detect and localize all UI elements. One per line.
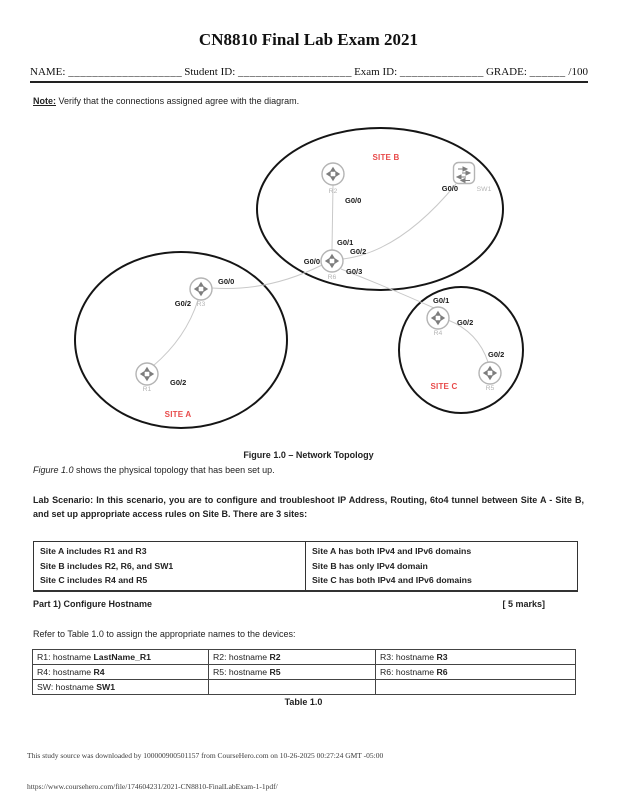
hostname-cell-r3: R3: hostname R3 [376,650,576,665]
switch-sw1-icon [454,163,475,184]
exam-id-field: Exam ID: ______________ [354,66,484,78]
site-a-domains: Site A has both IPv4 and IPv6 domains [312,546,472,556]
table-row [33,650,576,665]
site-c-boundary [399,287,523,413]
page-title: CN8810 Final Lab Exam 2021 [198,30,419,49]
part1-instruction: Refer to Table 1.0 to assign the appropriate names to the devices: [33,629,296,639]
device-label-sw1: SW1 [476,186,492,193]
table-caption: Table 1.0 [284,697,323,707]
sites-table-right-column [306,542,577,590]
part1-marks: [ 5 marks] [502,599,545,609]
site-a-boundary [75,252,287,428]
figure-ref: Figure 1.0 [33,465,74,475]
router-r5-icon [479,362,501,384]
hostname-cell-empty-1 [209,680,376,695]
sites-summary-table [33,541,578,592]
if-label-r4-g02: G0/2 [457,318,474,327]
part1-heading: Part 1) Configure Hostname [33,599,153,609]
sites-table-left-column [34,542,306,590]
device-label-r4: R4 [433,330,443,337]
if-label-r6-g01: G0/1 [337,238,354,247]
coursehero-url: https://www.coursehero.com/file/174604231/2021-CN8810-FinalLabExam-1-1pdf/ [27,782,278,791]
network-topology-diagram [0,125,617,440]
table-row [33,665,576,680]
router-r4-icon [427,307,449,329]
router-r1-icon [136,363,158,385]
if-label-r1-g02: G0/2 [170,378,187,387]
router-r3-icon [190,278,212,300]
if-label-r5-g02: G0/2 [488,350,505,359]
note-text: Verify that the connections assigned agree with the diagram. [56,96,300,106]
site-c-label: SITE C [430,382,458,391]
if-label-r6-g00: G0/0 [303,257,320,266]
hostname-cell-r1: R1: hostname LastName_R1 [33,650,209,665]
if-label-r3-g00: G0/0 [218,277,235,286]
note-label: Note: [33,96,56,106]
figure-description: Figure 1.0 shows the physical topology that has been set up. [33,465,275,475]
device-label-r2: R2 [328,188,338,195]
router-r6-icon [321,250,343,272]
hostname-cell-empty-2 [376,680,576,695]
site-c-members: Site C includes R4 and R5 [40,575,148,585]
hostname-cell-r5: R5: hostname R5 [209,665,376,680]
coursehero-attribution: This study source was downloaded by 100000900501157 from CourseHero.com on 10-26-2025 00:27:24 GMT -05:00 [27,751,384,760]
device-label-r6: R6 [327,274,337,281]
site-a-members: Site A includes R1 and R3 [40,546,147,556]
if-label-r6-g03: G0/3 [346,267,363,276]
site-b-members: Site B includes R2, R6, and SW1 [40,560,174,571]
if-label-r4-g01: G0/1 [433,296,450,305]
figure-caption: Figure 1.0 – Network Topology [243,450,374,460]
hostname-cell-r2: R2: hostname R2 [209,650,376,665]
if-label-r2-g00: G0/0 [345,196,362,205]
router-r2-icon [322,163,344,185]
if-label-r6-g02: G0/2 [350,247,367,256]
device-label-r5: R5 [485,385,495,392]
site-a-label: SITE A [164,410,192,419]
student-info-row [30,66,588,83]
link-r1-r3 [153,300,198,366]
grade-field: GRADE: ______ /100 [485,66,588,78]
note-line [33,96,299,106]
hostname-table [32,649,576,695]
hostname-cell-r4: R4: hostname R4 [33,665,209,680]
site-b-domains: Site B has only IPv4 domain [312,560,428,571]
table-row [33,680,576,695]
site-b-label: SITE B [372,153,400,162]
name-field: NAME: ___________________ [30,66,183,78]
if-label-r3-g02: G0/2 [174,299,191,308]
student-id-field: Student ID: ___________________ [184,66,353,78]
device-label-r1: R1 [142,386,152,393]
part1-heading-row [33,599,545,609]
site-c-domains: Site C has both IPv4 and IPv6 domains [312,575,472,585]
lab-scenario-paragraph: Lab Scenario: In this scenario, you are to configure and troubleshoot IP Address, Routing, 6to4 tunnel between Site A - Site B, and set up appropriate access rules on Site B. There are 3 sites: [33,495,584,519]
device-label-r3: R3 [196,301,206,308]
hostname-cell-sw: SW: hostname SW1 [33,680,209,695]
hostname-cell-r6: R6: hostname R6 [376,665,576,680]
if-label-sw1-g00: G0/0 [441,184,458,193]
